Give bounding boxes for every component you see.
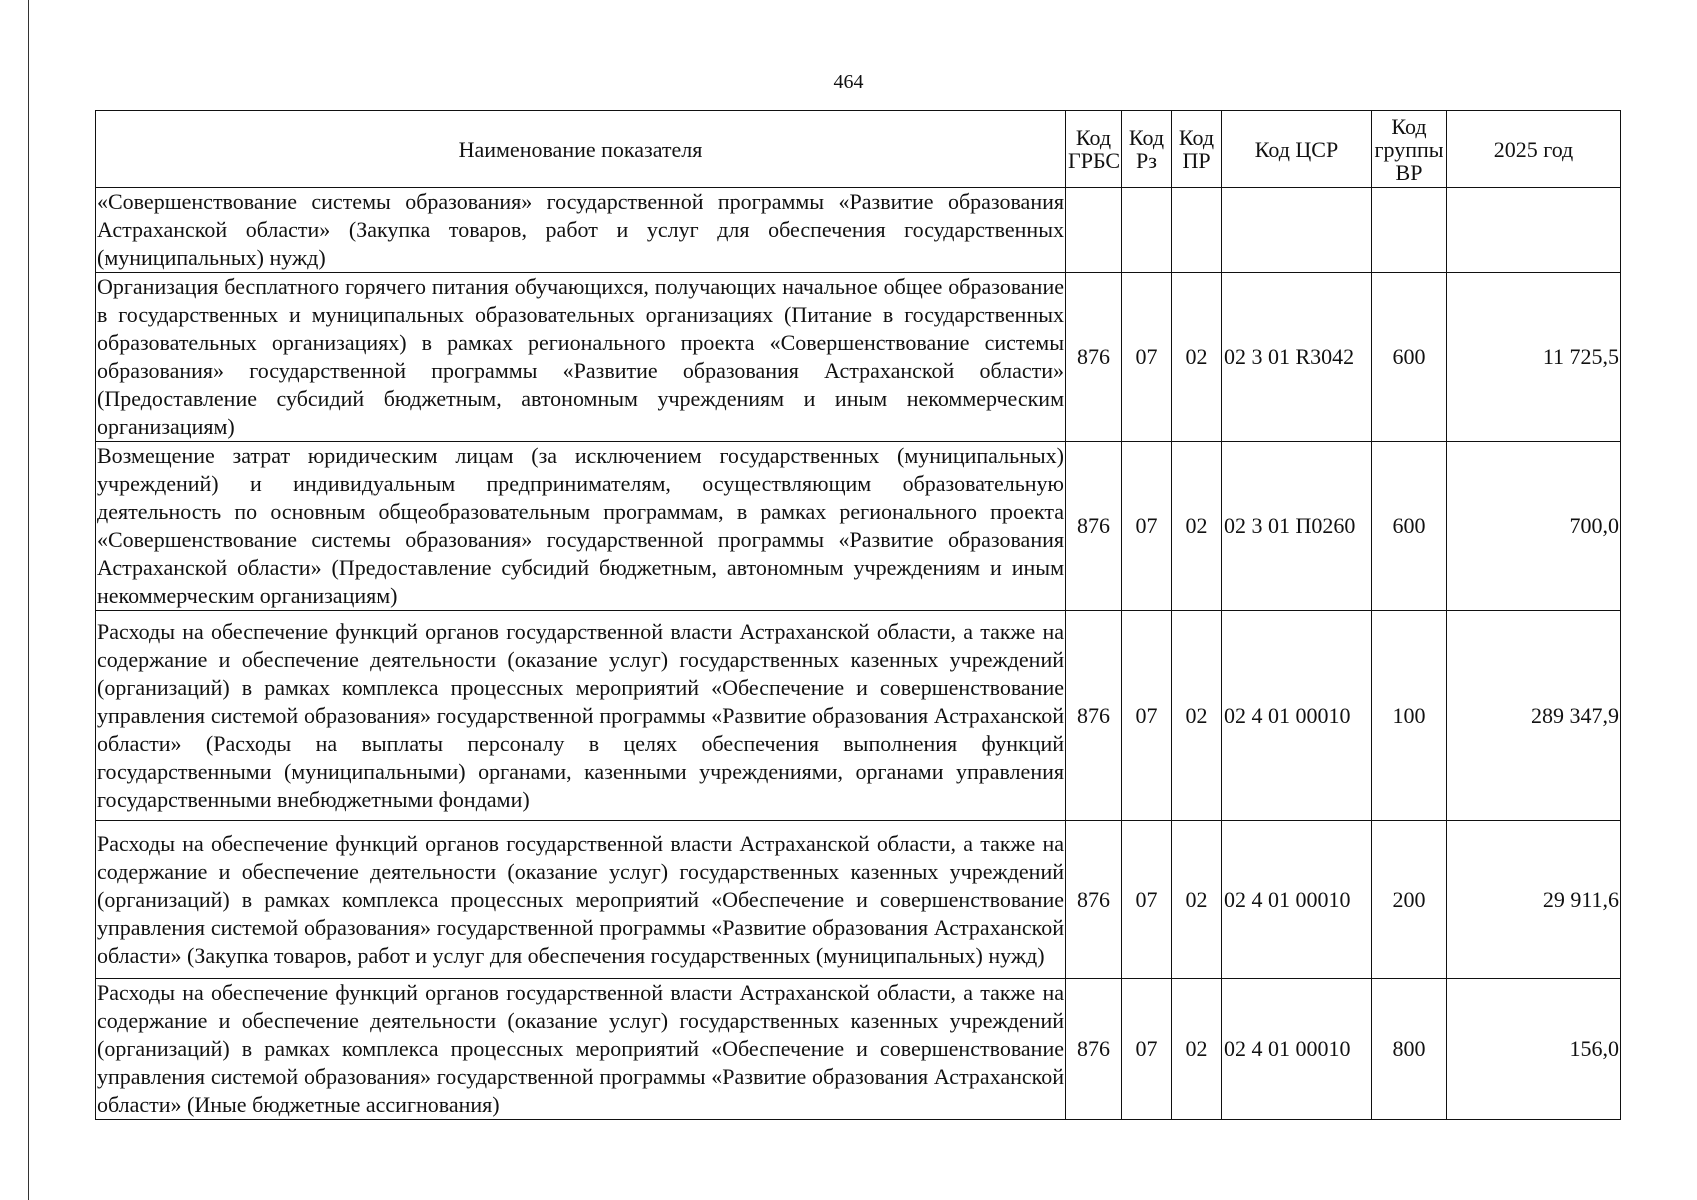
- cell-grbs: 876: [1066, 611, 1122, 821]
- header-grbs: Код ГРБС: [1066, 111, 1122, 188]
- scan-edge-line: [28, 0, 29, 1200]
- cell-csr: 02 3 01 П0260: [1222, 442, 1372, 611]
- cell-vr: 800: [1372, 979, 1447, 1120]
- header-year: 2025 год: [1447, 111, 1621, 188]
- cell-amount: 29 911,6: [1447, 821, 1621, 979]
- header-name: Наименование показателя: [96, 111, 1066, 188]
- cell-grbs: 876: [1066, 821, 1122, 979]
- table-header-row: [96, 111, 1621, 188]
- cell-pr: 02: [1172, 979, 1222, 1120]
- cell-csr: 02 4 01 00010: [1222, 979, 1372, 1120]
- cell-pr: 02: [1172, 611, 1222, 821]
- cell-csr: 02 4 01 00010: [1222, 821, 1372, 979]
- cell-amount: 156,0: [1447, 979, 1621, 1120]
- cell-grbs: 876: [1066, 442, 1122, 611]
- cell-vr: [1372, 188, 1447, 273]
- cell-name: Возмещение затрат юридическим лицам (за исключением государственных (муниципальных) учреждений) и индивидуальным предпринимателям, осуществляющим образовательную деятельность по основным общеобразовательным программам, в рамках регионального проекта «Совершенствование системы образования» государственной программы «Развитие образования Астраханской области» (Предоставление субсидий бюджетным, автономным учреждениям и иным некоммерческим организациям): [96, 442, 1066, 611]
- cell-grbs: 876: [1066, 273, 1122, 442]
- cell-csr: 02 3 01 R3042: [1222, 273, 1372, 442]
- cell-vr: 600: [1372, 273, 1447, 442]
- cell-amount: 289 347,9: [1447, 611, 1621, 821]
- cell-amount: [1447, 188, 1621, 273]
- header-vr: Код группы ВР: [1372, 111, 1447, 188]
- header-csr: Код ЦСР: [1222, 111, 1372, 188]
- cell-rz: 07: [1122, 979, 1172, 1120]
- table-row: [96, 442, 1621, 611]
- cell-csr: [1222, 188, 1372, 273]
- budget-table: [95, 110, 1621, 1120]
- cell-csr: 02 4 01 00010: [1222, 611, 1372, 821]
- cell-amount: 11 725,5: [1447, 273, 1621, 442]
- cell-grbs: 876: [1066, 979, 1122, 1120]
- cell-name: Организация бесплатного горячего питания обучающихся, получающих начальное общее образование в государственных и муниципальных образовательных организациях (Питание в государственных образовательных организациях) в рамках регионального проекта «Совершенствование системы образования» государственной программы «Развитие образования Астраханской области» (Предоставление субсидий бюджетным, автономным учреждениям и иным некоммерческим организациям): [96, 273, 1066, 442]
- cell-pr: [1172, 188, 1222, 273]
- cell-pr: 02: [1172, 821, 1222, 979]
- table-row: [96, 188, 1621, 273]
- cell-rz: [1122, 188, 1172, 273]
- header-pr: Код ПР: [1172, 111, 1222, 188]
- table-row: [96, 611, 1621, 821]
- cell-rz: 07: [1122, 273, 1172, 442]
- header-rz: Код Рз: [1122, 111, 1172, 188]
- table-row: [96, 979, 1621, 1120]
- cell-vr: 600: [1372, 442, 1447, 611]
- cell-name: Расходы на обеспечение функций органов государственной власти Астраханской области, а также на содержание и обеспечение деятельности (оказание услуг) государственных казенных учреждений (организаций) в рамках комплекса процессных мероприятий «Обеспечение и совершенствование управления системой образования» государственной программы «Развитие образования Астраханской области» (Иные бюджетные ассигнования): [96, 979, 1066, 1120]
- cell-amount: 700,0: [1447, 442, 1621, 611]
- table-row: [96, 273, 1621, 442]
- cell-grbs: [1066, 188, 1122, 273]
- cell-vr: 200: [1372, 821, 1447, 979]
- cell-name: Расходы на обеспечение функций органов государственной власти Астраханской области, а также на содержание и обеспечение деятельности (оказание услуг) государственных казенных учреждений (организаций) в рамках комплекса процессных мероприятий «Обеспечение и совершенствование управления системой образования» государственной программы «Развитие образования Астраханской области» (Закупка товаров, работ и услуг для обеспечения государственных (муниципальных) нужд): [96, 821, 1066, 979]
- cell-pr: 02: [1172, 442, 1222, 611]
- cell-pr: 02: [1172, 273, 1222, 442]
- cell-vr: 100: [1372, 611, 1447, 821]
- cell-rz: 07: [1122, 442, 1172, 611]
- cell-rz: 07: [1122, 611, 1172, 821]
- cell-name: Расходы на обеспечение функций органов государственной власти Астраханской области, а также на содержание и обеспечение деятельности (оказание услуг) государственных казенных учреждений (организаций) в рамках комплекса процессных мероприятий «Обеспечение и совершенствование управления системой образования» государственной программы «Развитие образования Астраханской области» (Расходы на выплаты персоналу в целях обеспечения выполнения функций государственными (муниципальными) органами, казенными учреждениями, органами управления государственными внебюджетными фондами): [96, 611, 1066, 821]
- table-row: [96, 821, 1621, 979]
- page-number: 464: [833, 71, 864, 93]
- cell-rz: 07: [1122, 821, 1172, 979]
- cell-name: «Совершенствование системы образования» государственной программы «Развитие образования Астраханской области» (Закупка товаров, работ и услуг для обеспечения государственных (муниципальных) нужд): [96, 188, 1066, 273]
